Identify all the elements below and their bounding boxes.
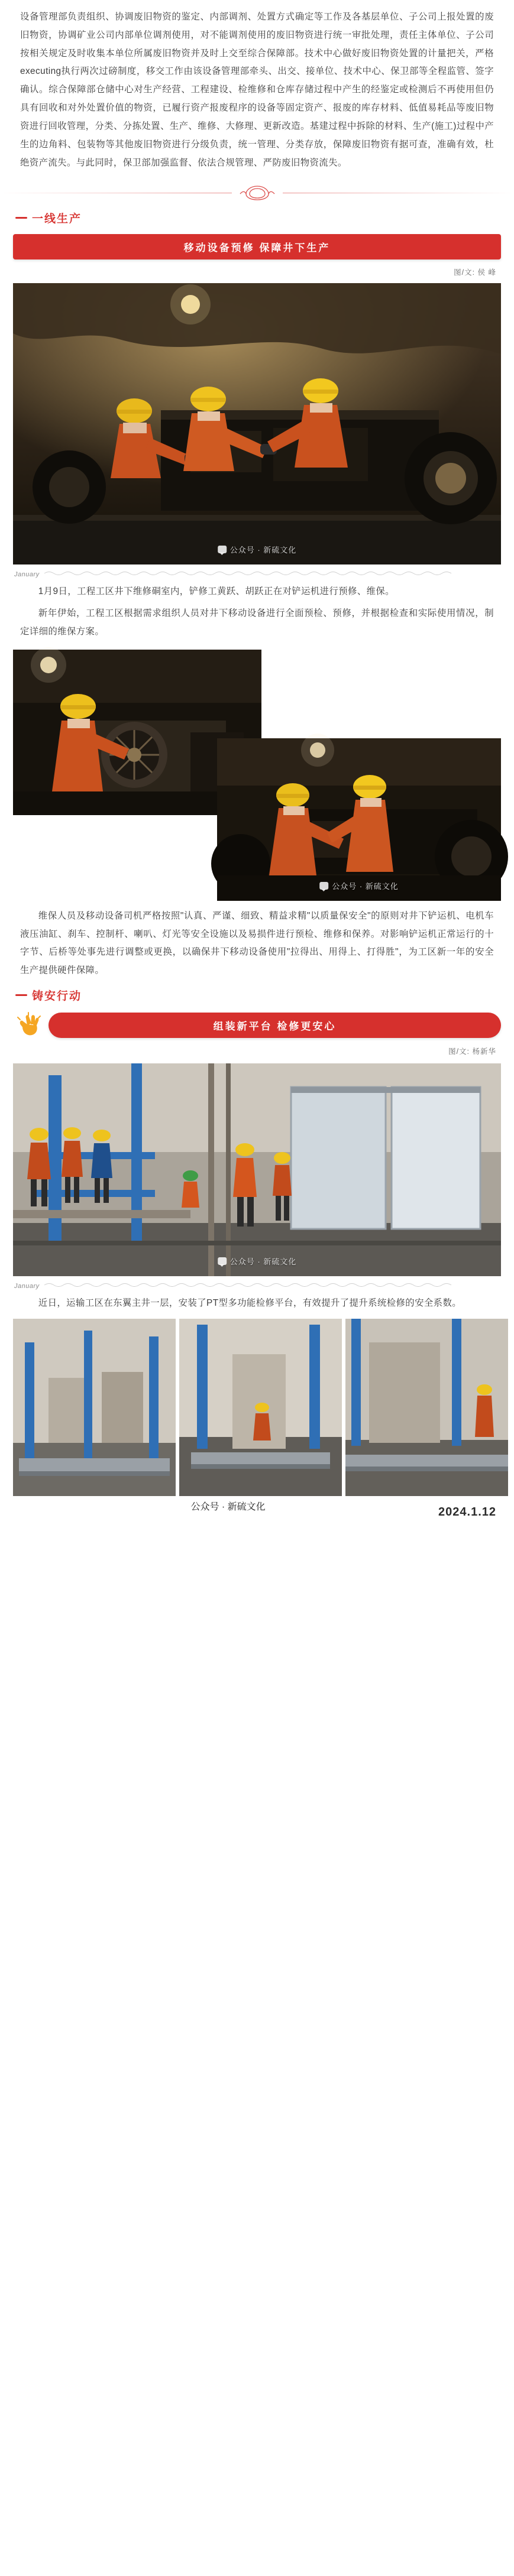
banner-row-2	[0, 1005, 514, 1041]
wave-divider-icon-2	[44, 1282, 452, 1290]
section1-closing	[0, 904, 514, 980]
section-label-production	[0, 206, 514, 228]
chinese-knot-icon	[235, 184, 279, 202]
paragraph: 新年伊始，工程工区根据需求组织人员对井下移动设备进行全面预检、预修，并根据检查和实际使用情况，制定详细的维保方案。	[20, 608, 494, 637]
section-banner-title: 移动设备预修 保障井下生产	[13, 234, 501, 259]
paragraph: 维保人员及移动设备司机严格按照"认真、严谨、细致、精益求精"以质量保安全"的原则对井下铲运机、电机车液压油缸、刹车、控制杆、喇叭、灯光等安全设施以及易损件进行预检、维修和保养。对影响铲运机正常运行的十字节、后桥等处事先进行调整或更换，以确保井下移动设备使用"拉得出、用得上、打得胜"，为工区新一年的安全生产提供硬件保障。	[20, 910, 494, 976]
photo-loader-repair	[217, 738, 501, 901]
clapping-hands-icon	[13, 1011, 45, 1039]
byline-1: 图/文: 侯 峰	[454, 268, 496, 277]
section-banner-title: 组装新平台 检修更安心	[49, 1013, 501, 1038]
speech-bubble-icon	[218, 1257, 227, 1265]
section-accent-bar	[15, 994, 27, 996]
watermark-2	[319, 880, 399, 891]
month-marker-2	[0, 1276, 514, 1291]
intro-paragraph-block	[0, 0, 514, 172]
photo-platform-left	[13, 1319, 176, 1496]
section1-paragraphs	[0, 579, 514, 641]
byline-2: 图/文: 杨新华	[448, 1047, 496, 1056]
watermark-1	[218, 544, 297, 555]
section-label-safety	[0, 984, 514, 1005]
photo-pair-group	[0, 650, 514, 904]
paragraph: 近日，运输工区在东翼主井一层，安装了PT型多功能检修平台，有效提升了提升系统检修的安全系数。	[38, 1298, 462, 1308]
watermark-3	[218, 1255, 297, 1267]
photo-shaft-platform	[13, 1063, 501, 1276]
month-marker-text-1: January	[14, 570, 40, 578]
decorative-divider-1	[0, 183, 514, 203]
watermark-text: 公众号 · 新硫文化	[332, 881, 399, 891]
wave-divider-icon-1	[44, 570, 452, 578]
speech-bubble-icon	[319, 882, 328, 890]
paragraph: 1月9日，工程工区井下维修硐室内，铲修工黄跃、胡跃正在对铲运机进行预修、维保。	[38, 586, 395, 597]
intro-paragraph: 设备管理部负责组织、协调废旧物资的鉴定、内部调剂、处置方式确定等工作及各基层单位、子公司上报处置的废旧物资，协调矿业公司内部单位调剂使用，对不能调剂使用的废旧物资进行统一审批处理，责任主体单位、子公司按相关规定及时收集本单位所属废旧物资并及时上交至综合保障部。技术中心做好废旧物资处置的计量把关，严格executing执行两次过磅制度，移交工作由该设备管理部牵头、出交、接单位、技术中心、保卫部等全程监管、签字确认。综合保障部仓储中心对生产经营、工程建设、检维修和仓库存储过程中产生的经鉴定或检测后不再使用但仍具有回收和对外处置价值的物资，已履行资产报废程序的设备等固定资产、报废的库存材料、低值易耗品等废旧物资进行回收管理，分类、分拣处置、生产、维修、大修理、更新改造。基建过程中拆除的材料、生产(施工)过程中产生的边角料、包装物等其他废旧物资进行分级负责，统一管理、分类存放，保障废旧物资有据可查，准确有效，杜绝资产流失。与此同时，保卫部加强监督、依法合规管理、严防废旧物资流失。	[20, 12, 494, 168]
watermark-4	[179, 1499, 342, 1513]
speech-bubble-icon	[218, 546, 227, 553]
banner-row-1	[0, 228, 514, 262]
month-marker-text-2: January	[14, 1282, 40, 1290]
section-accent-bar	[15, 217, 27, 219]
speech-bubble-icon	[179, 1502, 188, 1510]
watermark-text: 公众号 · 新硫文化	[229, 546, 297, 555]
photo-platform-center	[179, 1319, 342, 1512]
photo-artwork	[13, 283, 501, 564]
month-marker-1	[0, 564, 514, 579]
section-label-text: 铸安行动	[32, 990, 82, 1003]
photo-platform-right	[345, 1319, 508, 1496]
section-label-text: 一线生产	[32, 213, 82, 226]
publish-date: 2024.1.12	[438, 1505, 496, 1519]
section2-paragraphs	[0, 1291, 514, 1313]
watermark-text: 公众号 · 新硫文化	[190, 1501, 266, 1512]
photo-underground-repair	[13, 283, 501, 564]
watermark-text: 公众号 · 新硫文化	[229, 1257, 297, 1266]
